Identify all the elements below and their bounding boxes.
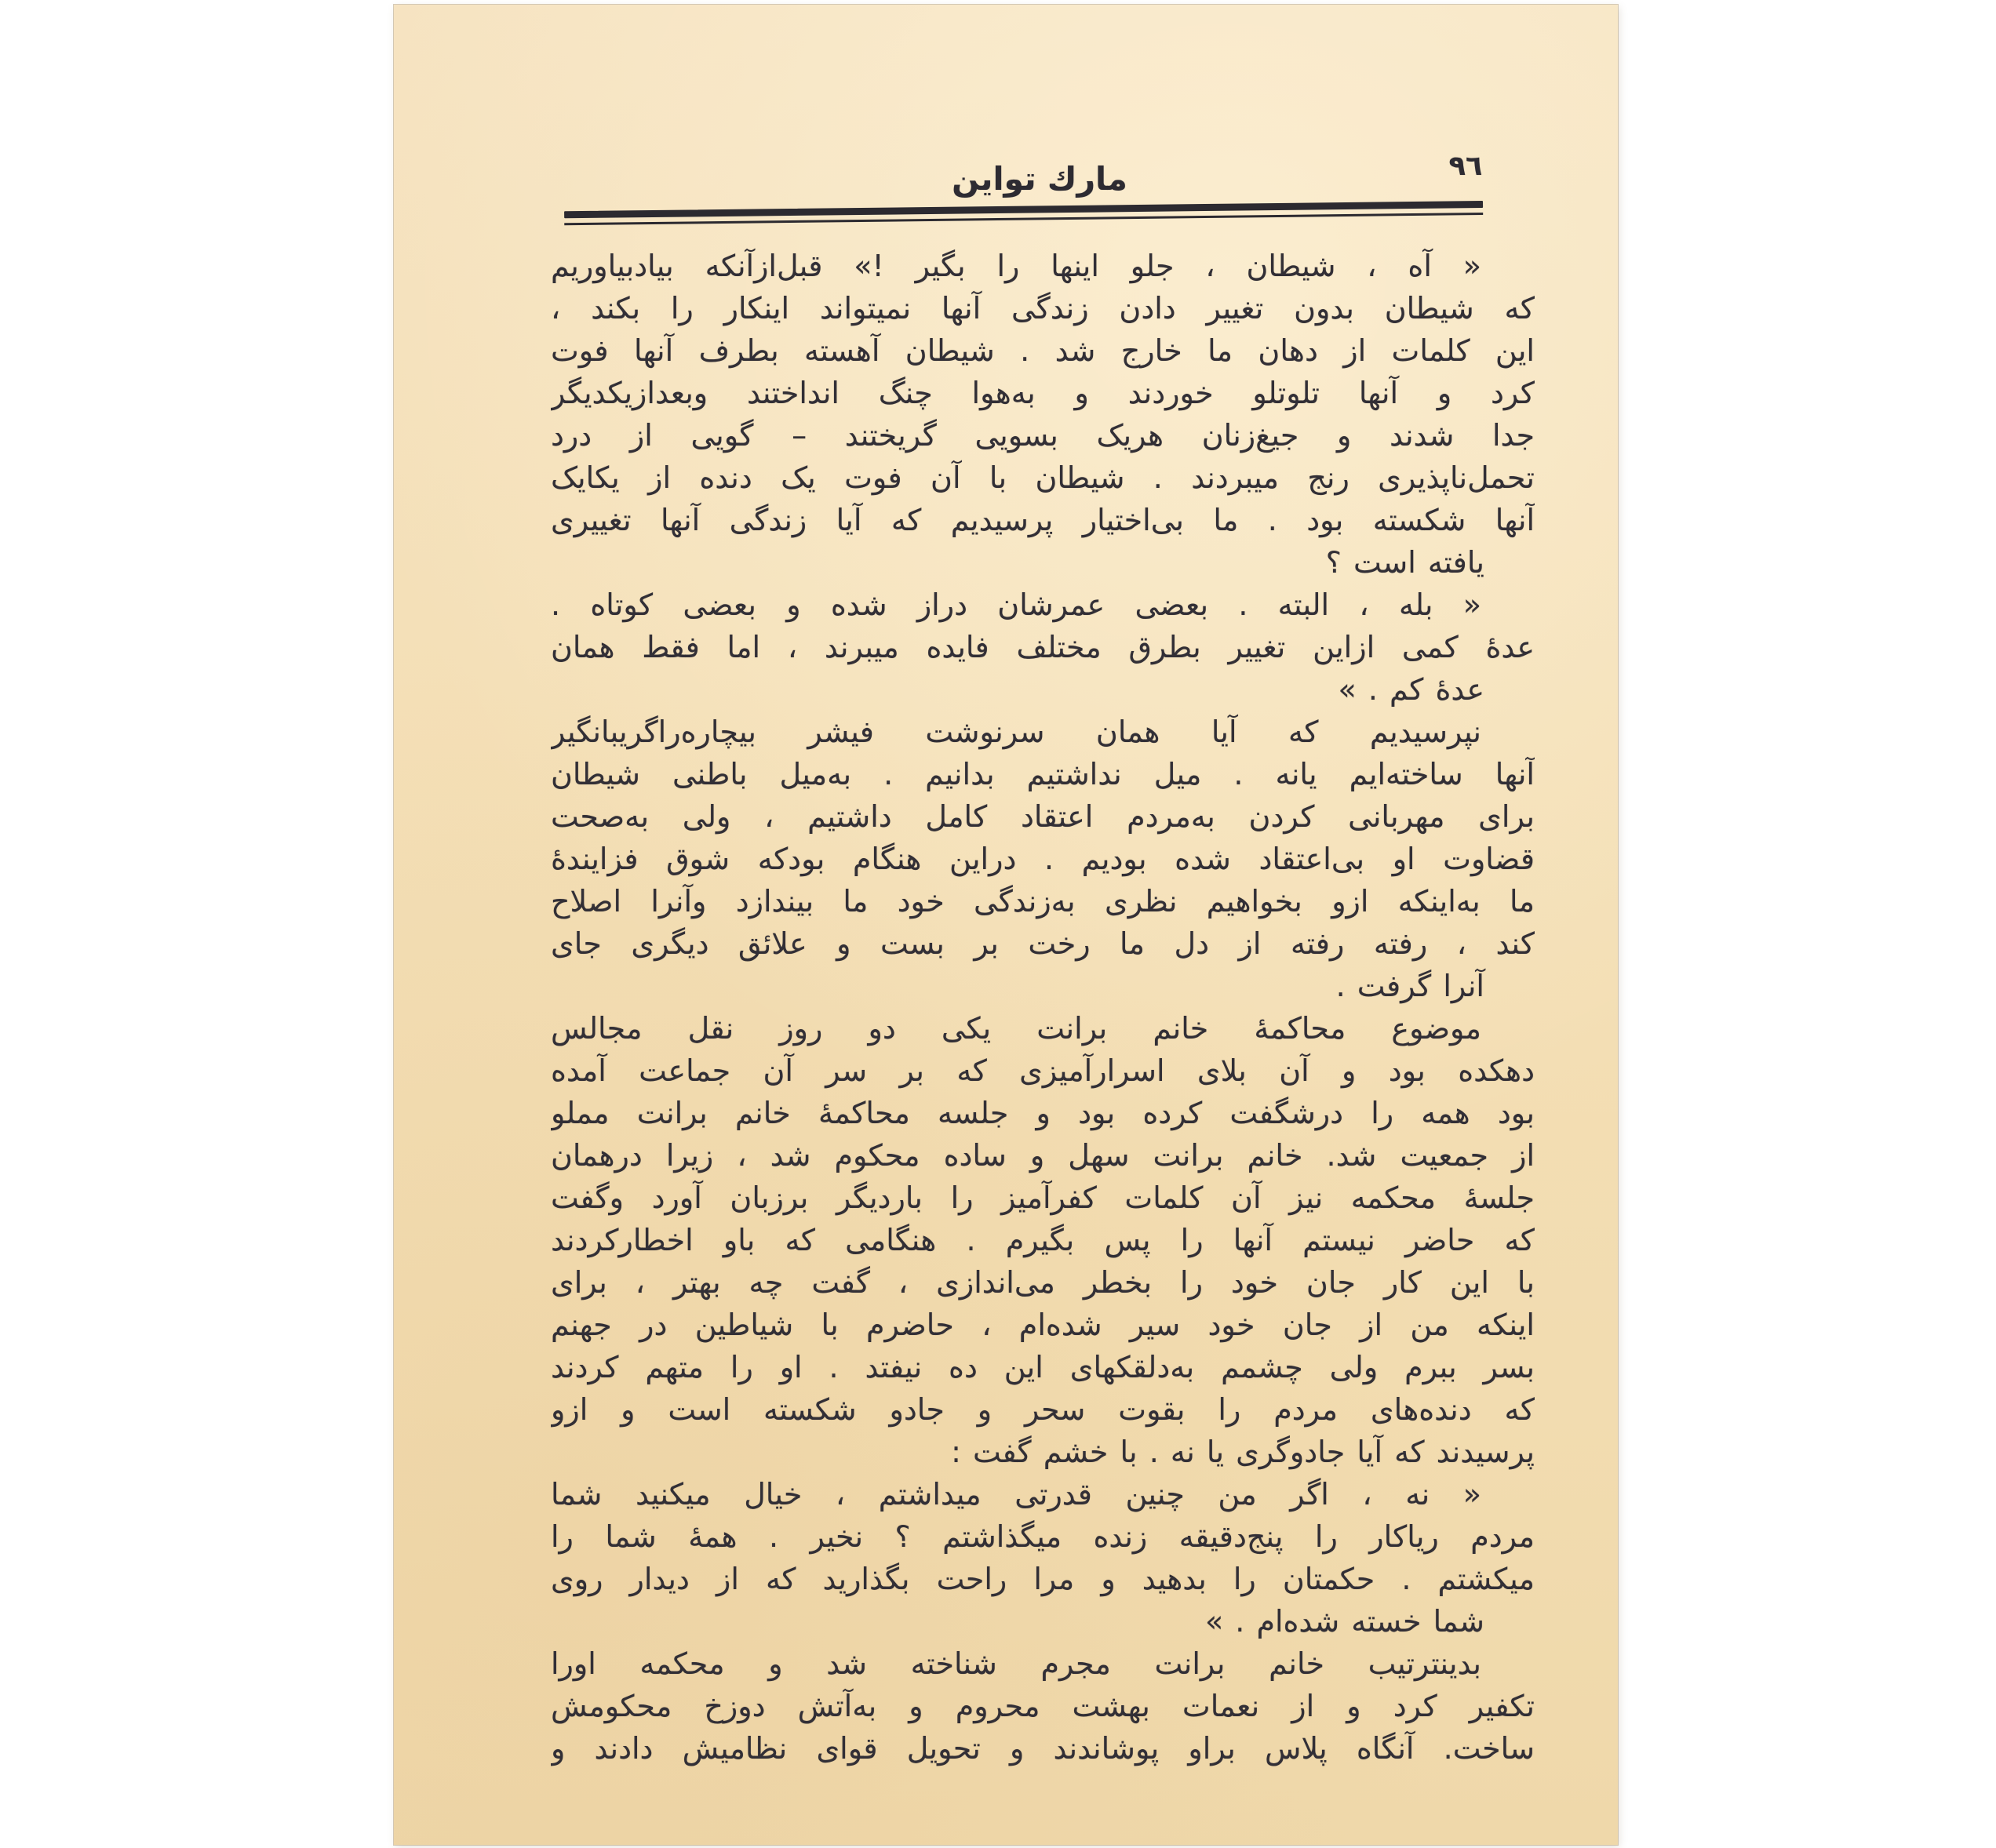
text-line: آنها ساخته‌ایم یانه . میل نداشتیم بدانیم . به‌میل باطنی شیطان <box>551 757 1535 791</box>
text-line: بود همه را درشگفت کرده بود و جلسه محاکمهٔ خانم برانت مملو <box>551 1096 1535 1130</box>
text-line: که شیطان بدون تغییر دادن زندگی آنها نمیتواند اینکار را بکند ، <box>551 291 1535 326</box>
text-line: که حاضر نیستم آنها را پس بگیرم . هنگامی که باو اخطارکردند <box>551 1223 1535 1257</box>
text-line: عدهٔ کم . » <box>1338 672 1484 707</box>
text-line: نپرسیدیم که آیا همان سرنوشت فیشر بیچاره‌راگریبانگیر <box>551 715 1481 749</box>
text-line: اینکه من از جان خود سیر شده‌ام ، حاضرم با شیاطین در جهنم <box>551 1308 1535 1342</box>
header-rule <box>564 201 1483 225</box>
text-line: آنرا گرفت . <box>1335 969 1484 1003</box>
text-line: این کلمات از دهان ما خارج شد . شیطان آهسته بطرف آنها فوت <box>551 333 1535 368</box>
running-head-title: مارك تواين <box>952 160 1127 198</box>
text-line: کند ، رفته رفته از دل ما رخت بر بست و علائق دیگری جای <box>551 926 1535 961</box>
text-line: « آه ، شیطان ، جلو اینها را بگیر !» قبل‌ازآنکه بیادبیاوریم <box>551 249 1481 283</box>
text-line: جدا شدند و جیغ‌زنان هریک بسویی گریختند – گویی از درد <box>551 418 1535 453</box>
text-line: پرسیدند که آیا جادوگری یا نه . با خشم گفت : <box>951 1435 1535 1469</box>
text-line: میکشتم . حکمتان را بدهید و مرا راحت بگذارید که از دیدار روی <box>551 1562 1535 1596</box>
text-line: که دنده‌های مردم را بقوت سحر و جادو شکسته است و ازو <box>551 1392 1535 1427</box>
text-line: با این کار جان خود را بخطر می‌اندازی ، گفت چه بهتر ، برای <box>551 1265 1535 1300</box>
text-line: ساخت. آنگاه پلاس براو پوشاندند و تحویل قوای نظامیش دادند و <box>551 1731 1535 1766</box>
text-line: قضاوت او بی‌اعتقاد شده بودیم . دراین هنگام بودکه شوق فزایندهٔ <box>551 842 1535 876</box>
text-line: کرد و آنها تلوتلو خوردند و به‌هوا چنگ انداختند وبعدازیکدیگر <box>551 376 1535 410</box>
text-line: برای مهربانی کردن به‌مردم اعتقاد کامل داشتیم ، ولی به‌صحت <box>551 799 1535 834</box>
body-text-block <box>551 245 1535 1770</box>
text-line: بسر ببرم ولی چشمم به‌دلقکهای این ده نیفتد . او را متهم کردند <box>551 1350 1535 1384</box>
text-line: « نه ، اگر من چنین قدرتی میداشتم ، خیال میکنید شما <box>551 1477 1481 1512</box>
text-line: ما به‌اینکه ازو بخواهیم نظری به‌زندگی خود ما بیندازد وآنرا اصلاح <box>551 884 1535 919</box>
text-line: جلسهٔ محکمه نیز آن کلمات کفرآمیز را باردیگر برزبان آورد وگفت <box>551 1180 1535 1215</box>
text-line: « بله ، البته . بعضی عمرشان دراز شده و بعضی کوتاه . <box>551 588 1481 622</box>
text-line: از جمعیت شد. خانم برانت سهل و ساده محکوم شد ، زیرا درهمان <box>551 1138 1535 1173</box>
text-line: آنها شکسته بود . ما بی‌اختیار پرسیدیم که آیا زندگی آنها تغییری <box>551 503 1535 537</box>
text-line: یافته است ؟ <box>1325 545 1484 580</box>
text-line: تحمل‌ناپذیری رنج میبردند . شیطان با آن فوت یک دنده از یکایک <box>551 460 1535 495</box>
text-line: موضوع محاکمهٔ خانم برانت یکی دو روز نقل مجالس <box>551 1011 1481 1046</box>
text-line: تکفیر کرد و از نعمات بهشت محروم و به‌آتش دوزخ محکومش <box>551 1689 1535 1723</box>
page-number: ٩٦ <box>1448 151 1483 182</box>
text-line: عدهٔ کمی ازاین تغییر بطرق مختلف فایده میبرند ، اما فقط همان <box>551 630 1535 664</box>
text-line: مردم ریاکار را پنج‌دقیقه زنده میگذاشتم ؟ نخیر . همهٔ شما را <box>551 1519 1535 1554</box>
text-line: دهکده بود و آن بلای اسرارآمیزی که بر سر آن جماعت آمده <box>551 1053 1535 1088</box>
text-line: بدینترتیب خانم برانت مجرم شناخته شد و محکمه اورا <box>551 1646 1481 1681</box>
text-line: شما خسته شده‌ام . » <box>1204 1604 1484 1639</box>
scanned-book-page <box>394 5 1618 1845</box>
